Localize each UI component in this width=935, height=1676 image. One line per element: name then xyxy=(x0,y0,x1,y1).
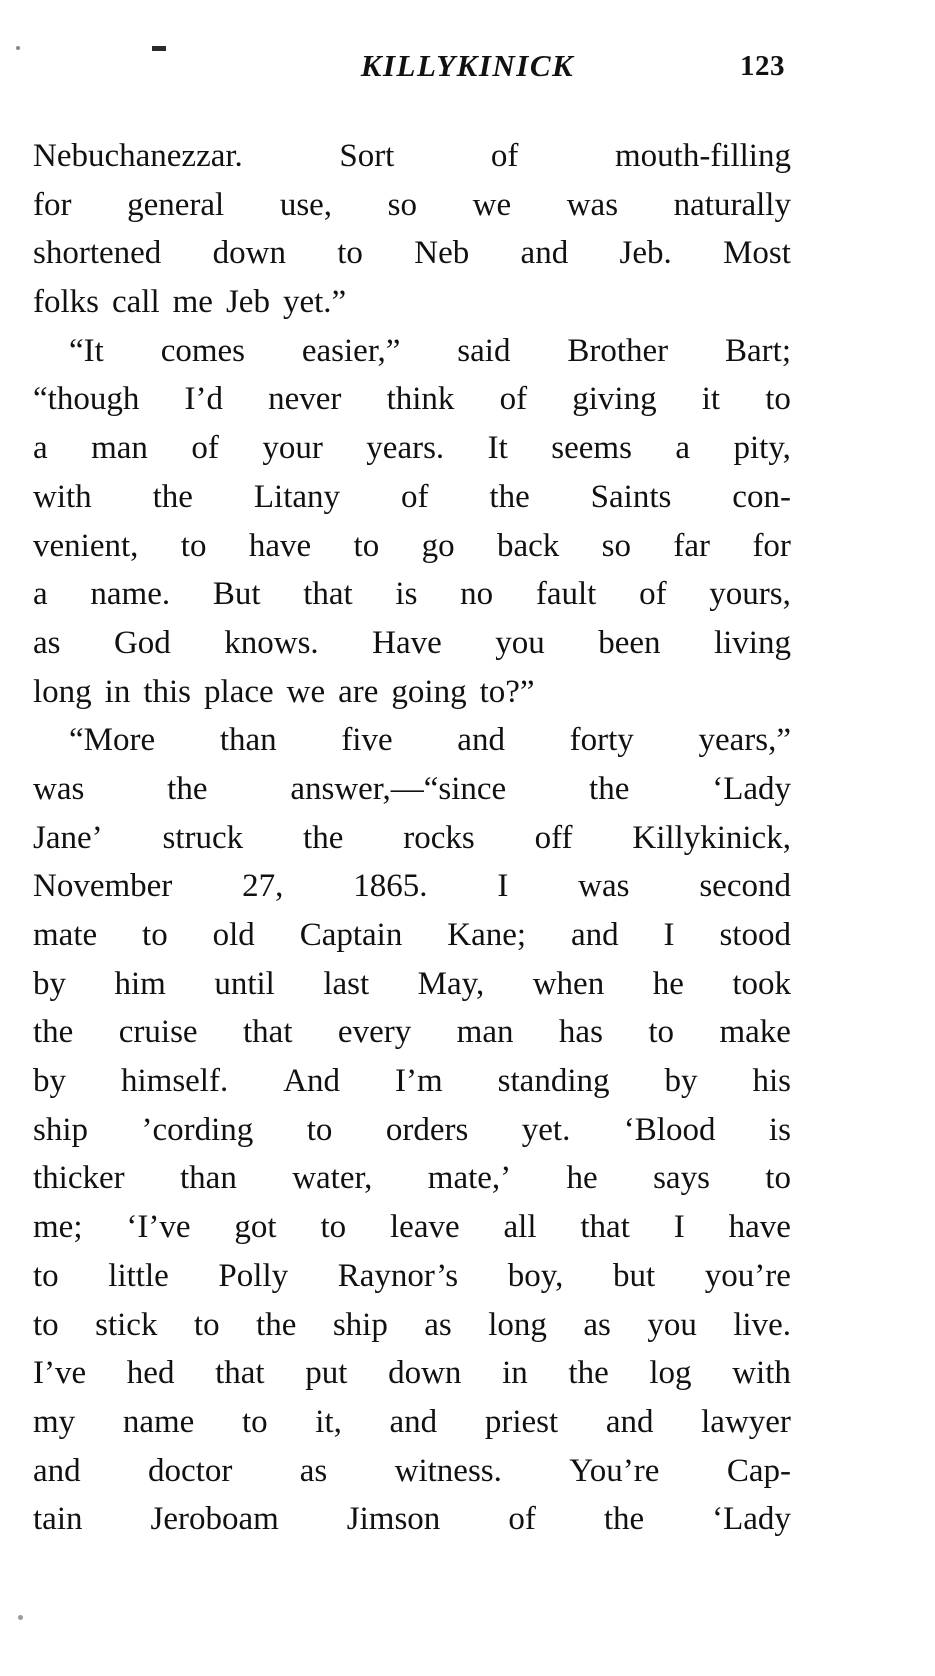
word: to xyxy=(320,1209,347,1246)
text-line xyxy=(33,960,791,1009)
word: far xyxy=(673,527,711,564)
word: was xyxy=(566,186,619,223)
word: name xyxy=(122,1403,195,1440)
word: me; xyxy=(33,1209,83,1246)
word: “though xyxy=(33,381,140,418)
word: mate xyxy=(33,917,98,953)
word: of xyxy=(499,381,528,418)
scan-speck-icon xyxy=(16,46,20,50)
word: May, xyxy=(417,965,485,1002)
word: it xyxy=(701,381,721,418)
word: with xyxy=(33,478,92,515)
word: and xyxy=(520,235,569,272)
word: to xyxy=(648,1014,675,1051)
word: ‘I’ve xyxy=(126,1209,191,1246)
word: all xyxy=(503,1209,537,1246)
word: little xyxy=(108,1257,169,1294)
word: hed xyxy=(126,1355,175,1392)
word: Most xyxy=(723,235,791,272)
word: log xyxy=(649,1355,692,1392)
word: to?” xyxy=(479,673,535,710)
word: years. xyxy=(366,430,445,467)
scan-mark-icon xyxy=(152,46,166,51)
word: pity, xyxy=(733,430,791,467)
word: “More xyxy=(69,722,156,759)
text-line xyxy=(33,327,791,376)
word: old xyxy=(212,917,255,953)
word: as xyxy=(33,624,61,661)
word: fault xyxy=(535,576,597,613)
word: Have xyxy=(372,624,442,661)
word: living xyxy=(713,624,791,661)
word: doctor xyxy=(148,1452,233,1489)
word: ‘Lady xyxy=(712,1501,791,1538)
word: Polly xyxy=(218,1257,289,1294)
word: that xyxy=(303,576,353,613)
word: so xyxy=(601,527,632,564)
word: he xyxy=(566,1160,598,1197)
word: a xyxy=(33,576,48,613)
word: venient, xyxy=(33,527,139,564)
text-line xyxy=(33,522,791,571)
word: than xyxy=(180,1160,237,1197)
word: leave xyxy=(390,1209,460,1246)
text-line xyxy=(33,911,791,960)
word: it, xyxy=(315,1403,342,1440)
word: have xyxy=(728,1209,791,1246)
word: of xyxy=(639,576,667,613)
text-line xyxy=(33,716,791,765)
word: cruise xyxy=(118,1014,198,1051)
word: we xyxy=(472,186,512,223)
word: the xyxy=(489,478,530,515)
word: Jimson xyxy=(346,1501,441,1538)
word: to xyxy=(142,917,168,953)
word: in xyxy=(502,1355,528,1392)
word: with xyxy=(732,1355,791,1392)
word: by xyxy=(664,1063,698,1100)
word: are xyxy=(338,673,379,710)
word: that xyxy=(580,1209,630,1246)
word: I xyxy=(497,868,509,905)
word: said xyxy=(457,332,511,369)
word: live. xyxy=(733,1306,791,1343)
word: I’m xyxy=(395,1063,443,1100)
word: himself. xyxy=(120,1063,229,1100)
text-line xyxy=(33,814,791,863)
word: going xyxy=(391,673,467,710)
text-line xyxy=(33,1057,791,1106)
word: says xyxy=(653,1160,710,1197)
word: Jane’ xyxy=(33,819,103,856)
word: this xyxy=(143,673,192,710)
word: of xyxy=(508,1501,536,1538)
word: to xyxy=(765,1160,791,1197)
word: the xyxy=(568,1355,609,1392)
text-line xyxy=(33,1252,791,1301)
word: five xyxy=(341,722,393,759)
word: you xyxy=(647,1306,697,1343)
text-line xyxy=(33,1008,791,1057)
word: him xyxy=(114,965,166,1002)
word: comes xyxy=(160,332,245,369)
word: rocks xyxy=(403,819,475,856)
text-line xyxy=(33,765,791,814)
word: put xyxy=(305,1355,348,1392)
word: and xyxy=(570,917,619,953)
running-head: KILLYKINICK xyxy=(360,48,575,83)
text-line xyxy=(33,1154,791,1203)
word: man xyxy=(456,1014,514,1051)
word: but xyxy=(613,1257,656,1294)
word: we xyxy=(286,673,326,710)
word: “It xyxy=(69,332,104,369)
word: I xyxy=(673,1209,685,1246)
word: thicker xyxy=(33,1160,125,1197)
word: have xyxy=(248,527,312,564)
word: last xyxy=(323,965,370,1002)
word: tain xyxy=(33,1501,83,1538)
word: But xyxy=(212,576,261,613)
word: I’ve xyxy=(33,1355,87,1392)
text-line xyxy=(33,1349,791,1398)
word: man xyxy=(91,430,148,467)
word: Captain xyxy=(299,917,403,953)
text-line xyxy=(33,570,791,619)
word: by xyxy=(33,965,66,1002)
word: stood xyxy=(719,917,791,953)
word: water, xyxy=(292,1160,373,1197)
word: knows. xyxy=(224,624,319,661)
word: a xyxy=(33,430,48,467)
word: that xyxy=(243,1014,293,1051)
word: years,” xyxy=(698,722,791,759)
word: Bart; xyxy=(725,332,791,369)
word: orders xyxy=(385,1111,469,1148)
word: I’d xyxy=(184,381,223,418)
word: priest xyxy=(484,1403,559,1440)
page-number: 123 xyxy=(740,50,785,82)
word: Neb xyxy=(414,235,470,272)
word: long xyxy=(33,673,92,710)
word: witness. xyxy=(394,1452,502,1489)
word: the xyxy=(152,478,193,515)
word: folks xyxy=(33,284,99,321)
word: and xyxy=(605,1403,654,1440)
page-body xyxy=(33,132,791,1544)
word: is xyxy=(768,1111,791,1148)
word: you’re xyxy=(704,1257,791,1294)
word: that xyxy=(215,1355,265,1392)
word: Cap- xyxy=(726,1452,791,1489)
word: to xyxy=(765,381,791,418)
word: was xyxy=(578,868,630,905)
word: November xyxy=(33,868,173,905)
word: You’re xyxy=(569,1452,660,1489)
word: go xyxy=(421,527,455,564)
word: to xyxy=(33,1306,59,1343)
word: has xyxy=(558,1014,603,1051)
word: yours, xyxy=(709,576,791,613)
word: call xyxy=(112,284,160,321)
word: a xyxy=(675,430,691,467)
word: by xyxy=(33,1063,66,1100)
word: than xyxy=(219,722,277,759)
text-line xyxy=(33,862,791,911)
text-line xyxy=(33,1301,791,1350)
word: no xyxy=(460,576,494,613)
word: been xyxy=(598,624,661,661)
word: down xyxy=(388,1355,462,1392)
word: got xyxy=(234,1209,277,1246)
word: place xyxy=(204,673,274,710)
word: mouth-filling xyxy=(614,138,791,174)
scan-speck-bottom-icon xyxy=(18,1615,23,1620)
word: giving xyxy=(572,381,657,418)
word: the xyxy=(33,1014,74,1051)
text-line xyxy=(33,619,791,668)
word: is xyxy=(395,576,418,613)
word: Jeb xyxy=(225,284,270,321)
word: as xyxy=(299,1452,328,1489)
word: yet.” xyxy=(282,284,347,321)
word: his xyxy=(752,1063,791,1100)
word: second xyxy=(699,868,791,905)
word: the xyxy=(303,819,344,856)
text-line xyxy=(33,1106,791,1155)
text-line xyxy=(33,181,791,230)
word: easier,” xyxy=(301,332,401,369)
word: think xyxy=(386,381,455,418)
text-line xyxy=(33,132,791,181)
word: was xyxy=(33,770,85,807)
word: yet. xyxy=(521,1111,571,1148)
word: ‘Lady xyxy=(712,770,791,807)
text-line xyxy=(33,1447,791,1496)
word: my xyxy=(33,1403,76,1440)
text-line xyxy=(33,278,791,327)
word: And xyxy=(283,1063,341,1100)
word: ship xyxy=(332,1306,388,1343)
word: as xyxy=(424,1306,452,1343)
word: he xyxy=(652,965,684,1002)
word: forty xyxy=(569,722,634,759)
word: ship xyxy=(33,1111,89,1148)
word: mate,’ xyxy=(427,1160,512,1197)
word: standing xyxy=(497,1063,610,1100)
word: to xyxy=(353,527,380,564)
word: for xyxy=(33,186,72,223)
text-line xyxy=(33,1203,791,1252)
word: ’cording xyxy=(141,1111,254,1148)
word: Raynor’s xyxy=(337,1257,459,1294)
word: as xyxy=(583,1306,611,1343)
word: shortened xyxy=(33,235,162,272)
word: of xyxy=(400,478,429,515)
word: Saints xyxy=(590,478,672,515)
word: Brother xyxy=(567,332,669,369)
word: make xyxy=(719,1014,791,1051)
word: when xyxy=(532,965,605,1002)
word: God xyxy=(113,624,171,661)
word: off xyxy=(534,819,573,856)
word: Jeb. xyxy=(619,235,672,272)
word: lawyer xyxy=(701,1403,791,1440)
word: never xyxy=(268,381,342,418)
word: 1865. xyxy=(353,868,428,905)
word: and xyxy=(33,1452,81,1489)
word: It xyxy=(487,430,508,467)
word: struck xyxy=(162,819,244,856)
word: stick xyxy=(95,1306,158,1343)
word: naturally xyxy=(673,186,791,223)
word: ‘Blood xyxy=(623,1111,716,1148)
word: Kane; xyxy=(447,917,527,953)
word: answer,—“since xyxy=(290,770,507,807)
word: me xyxy=(172,284,213,321)
word: of xyxy=(490,138,519,174)
word: Jeroboam xyxy=(150,1501,279,1538)
word: your xyxy=(262,430,323,467)
page-header xyxy=(60,48,875,100)
word: for xyxy=(752,527,791,564)
word: long xyxy=(488,1306,547,1343)
word: Killykinick, xyxy=(632,819,791,856)
word: and xyxy=(389,1403,438,1440)
text-line xyxy=(33,424,791,473)
text-line xyxy=(33,375,791,424)
text-line xyxy=(33,1495,791,1544)
word: I xyxy=(663,917,675,953)
word: Sort xyxy=(339,138,395,174)
word: boy, xyxy=(507,1257,564,1294)
word: so xyxy=(387,186,418,223)
word: Litany xyxy=(253,478,341,515)
word: Nebuchanezzar. xyxy=(33,138,243,174)
word: the xyxy=(256,1306,297,1343)
word: every xyxy=(337,1014,412,1051)
text-line xyxy=(33,473,791,522)
word: in xyxy=(104,673,131,710)
word: to xyxy=(193,1306,220,1343)
text-line xyxy=(33,1398,791,1447)
word: the xyxy=(589,770,630,807)
word: to xyxy=(241,1403,268,1440)
word: to xyxy=(180,527,207,564)
word: until xyxy=(214,965,275,1002)
word: to xyxy=(337,235,363,272)
word: con- xyxy=(732,478,791,515)
text-line xyxy=(33,229,791,278)
word: 27, xyxy=(242,868,284,905)
text-line xyxy=(33,668,791,717)
word: the xyxy=(603,1501,645,1538)
word: back xyxy=(496,527,560,564)
word: down xyxy=(212,235,286,272)
word: seems xyxy=(551,430,632,467)
word: of xyxy=(191,430,219,467)
word: name. xyxy=(90,576,171,613)
word: and xyxy=(457,722,505,759)
word: the xyxy=(167,770,208,807)
word: you xyxy=(495,624,545,661)
word: took xyxy=(732,965,791,1002)
word: to xyxy=(306,1111,333,1148)
word: use, xyxy=(279,186,333,223)
word: to xyxy=(33,1257,59,1294)
word: general xyxy=(127,186,225,223)
